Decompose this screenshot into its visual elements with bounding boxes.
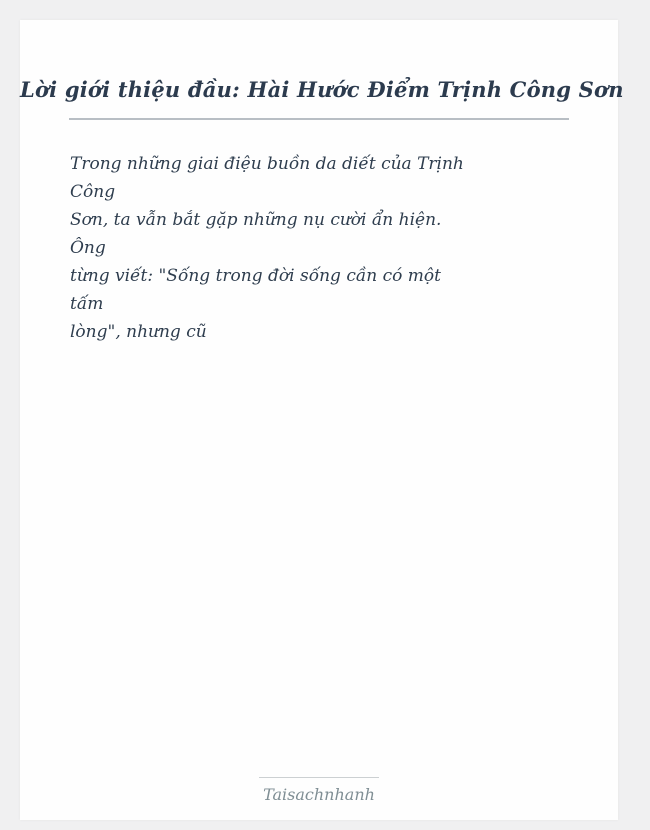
paragraph-line: Trong những giai điệu buồn da diết của Trịnh — [70, 154, 464, 174]
intro-paragraph — [70, 150, 578, 346]
document-page — [20, 20, 624, 820]
footer-divider — [259, 777, 379, 778]
paragraph-line: Ông — [70, 238, 106, 258]
paragraph-line: Công — [70, 182, 116, 202]
footer-watermark: Taisachnhanh — [263, 785, 375, 804]
title-divider — [69, 118, 569, 120]
paragraph-line: từng viết: "Sống trong đời sống cần có một — [70, 266, 441, 286]
paragraph-line: Sơn, ta vẫn bắt gặp những nụ cười ẩn hiện. — [70, 210, 442, 230]
paragraph-line: lòng", nhưng cũ — [70, 322, 207, 342]
paragraph-line: tấm — [70, 294, 104, 314]
page-footer — [20, 777, 618, 804]
page-title: Lời giới thiệu đầu: Hài Hước Điểm Trịnh Công Sơn — [20, 77, 624, 102]
